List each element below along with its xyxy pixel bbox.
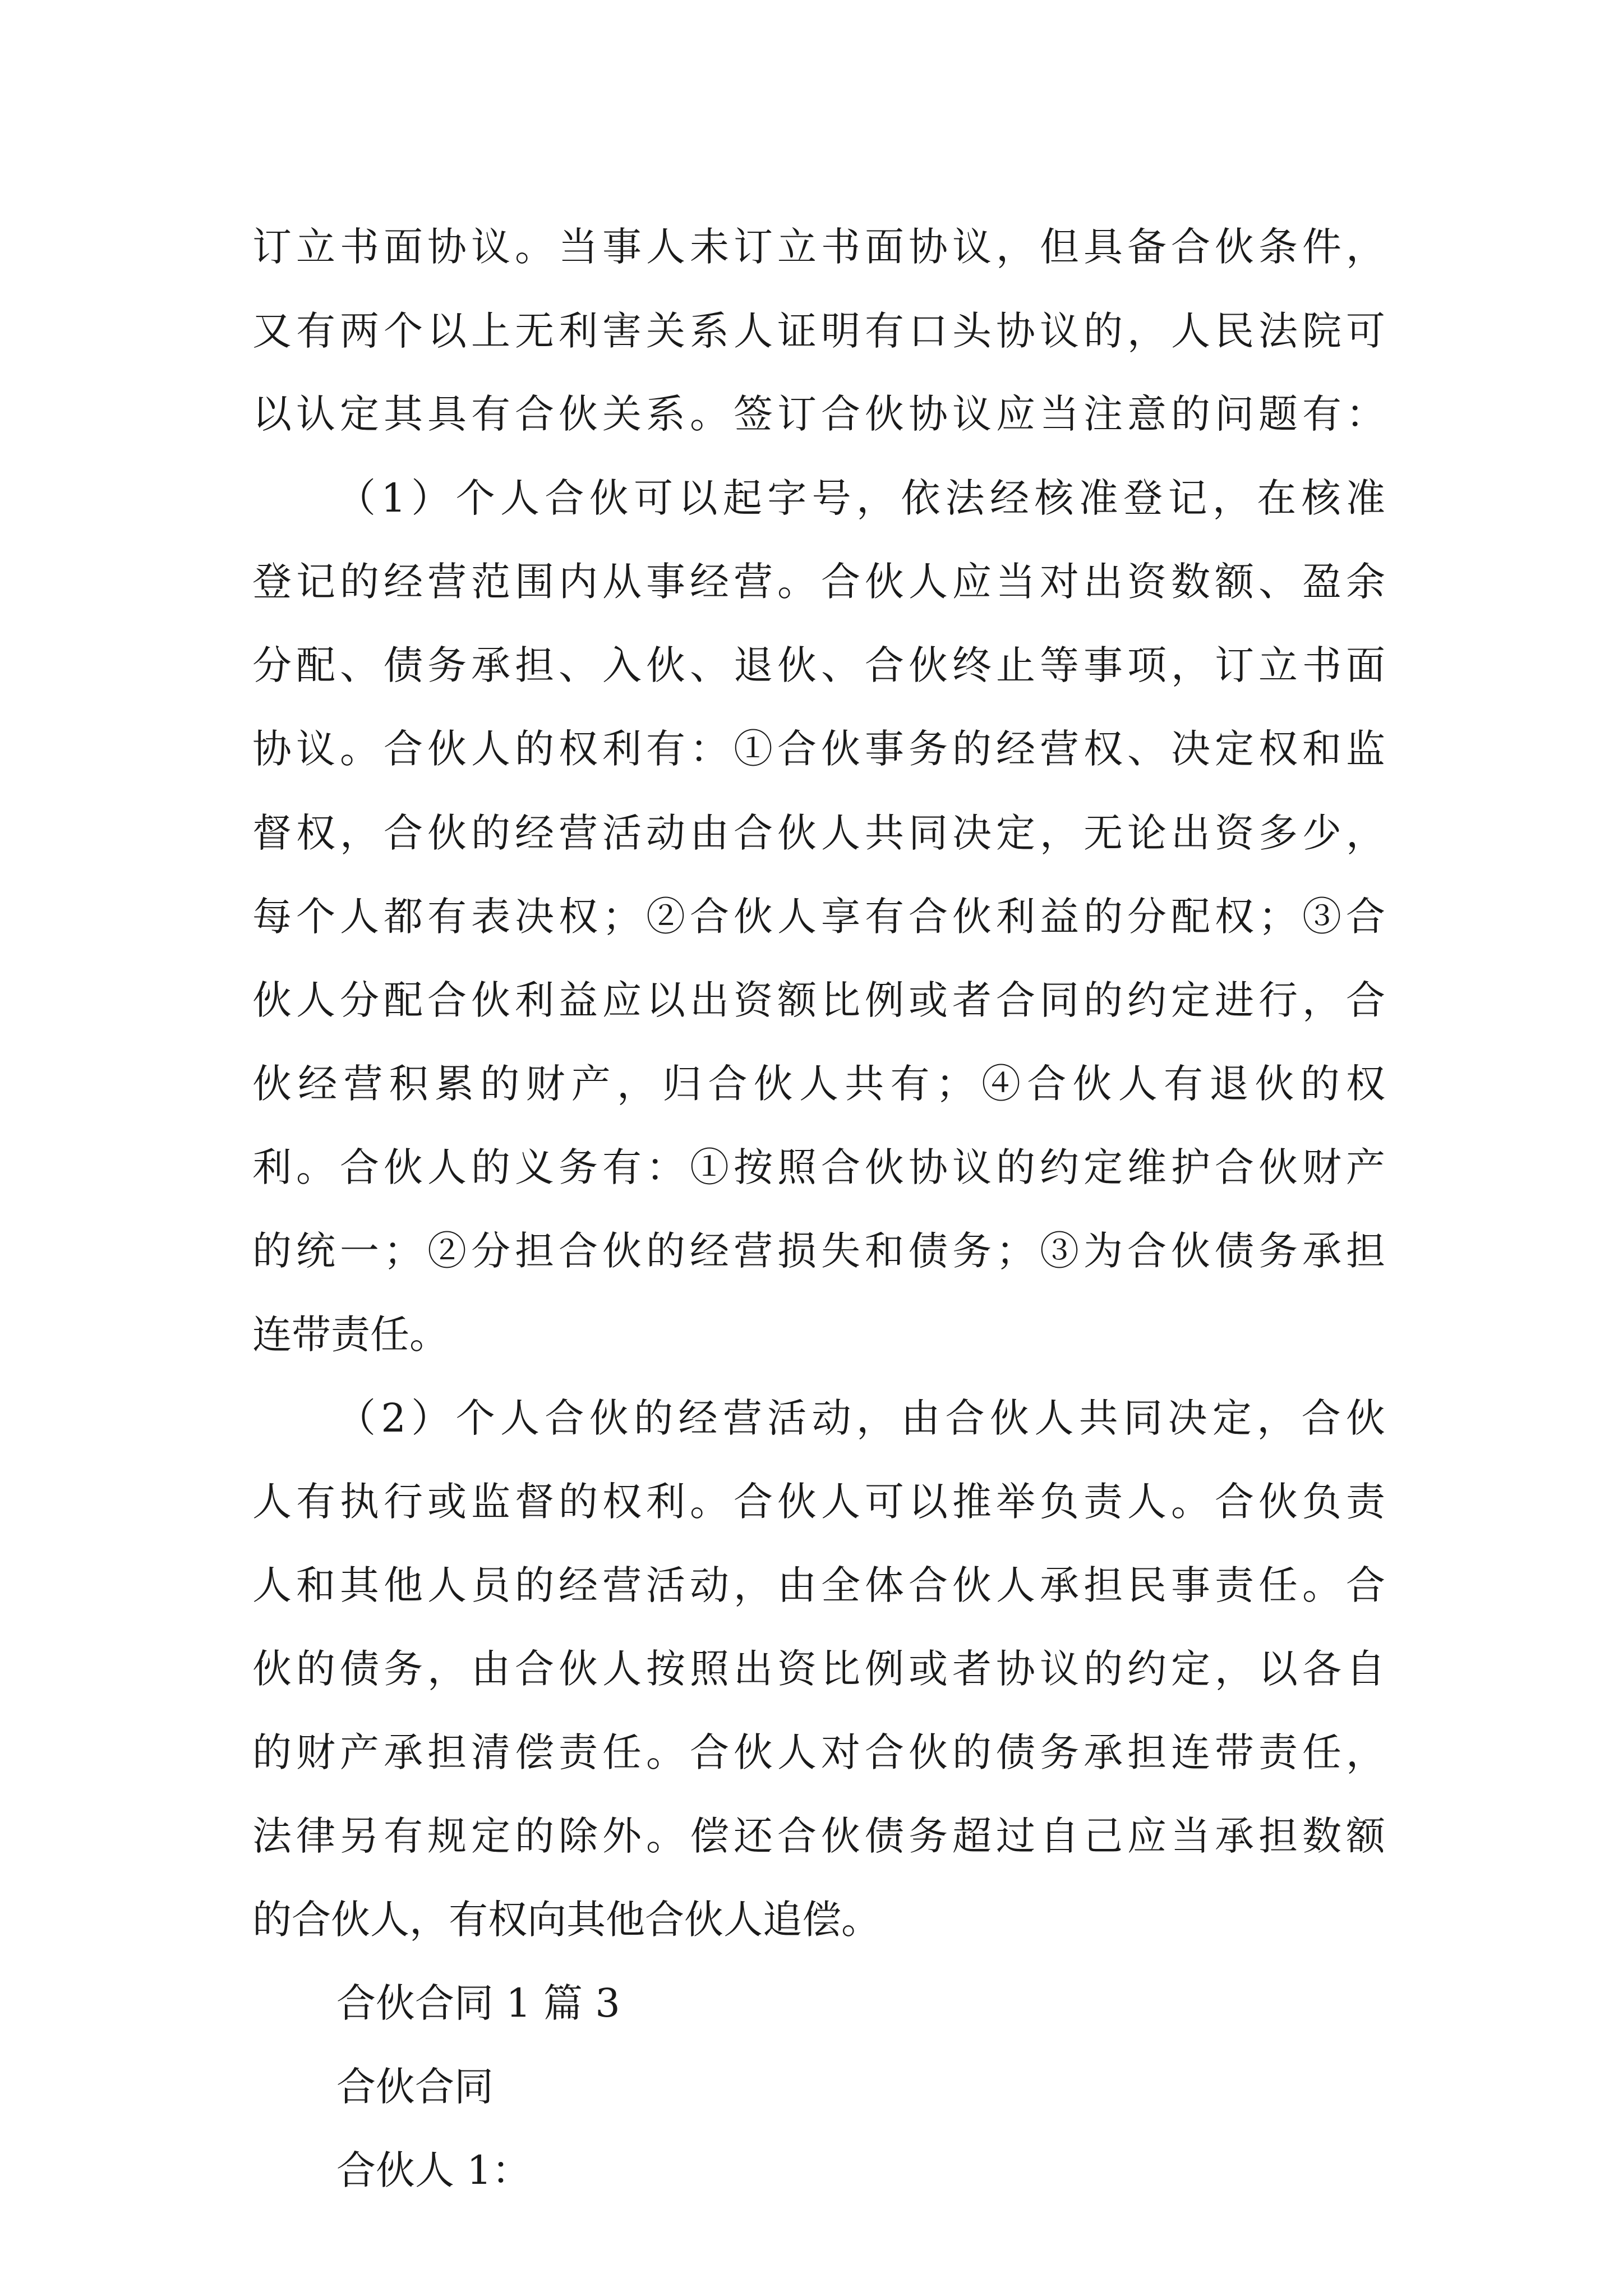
paragraph-line: 订立书面协议。当事人未订立书面协议，但具备合伙条件， bbox=[252, 224, 1385, 270]
paragraph-line: （2）个人合伙的经营活动，由合伙人共同决定，合伙 bbox=[336, 1395, 1385, 1441]
paragraph-line: （1）个人合伙可以起字号，依法经核准登记，在核准 bbox=[336, 475, 1385, 521]
paragraph-line: 督权，合伙的经营活动由合伙人共同决定，无论出资多少， bbox=[252, 810, 1385, 856]
section-heading: 合伙合同 1 篇 3 bbox=[336, 1980, 620, 2026]
paragraph-line: 伙经营积累的财产，归合伙人共有；④合伙人有退伙的权 bbox=[252, 1061, 1385, 1107]
paragraph-line: 以认定其具有合伙关系。签订合伙协议应当注意的问题有： bbox=[252, 391, 1385, 437]
contract-title: 合伙合同 bbox=[336, 2064, 494, 2110]
paragraph-line: 登记的经营范围内从事经营。合伙人应当对出资数额、盈余 bbox=[252, 559, 1385, 605]
paragraph-line: 的合伙人，有权向其他合伙人追偿。 bbox=[252, 1897, 880, 1943]
paragraph-line: 分配、债务承担、入伙、退伙、合伙终止等事项，订立书面 bbox=[252, 642, 1385, 688]
paragraph-line: 利。合伙人的义务有：①按照合伙协议的约定维护合伙财产 bbox=[252, 1144, 1385, 1190]
partner-label: 合伙人 1： bbox=[336, 2147, 531, 2193]
paragraph-line: 人和其他人员的经营活动，由全体合伙人承担民事责任。合 bbox=[252, 1562, 1385, 1608]
paragraph-line: 法律另有规定的除外。偿还合伙债务超过自己应当承担数额 bbox=[252, 1813, 1385, 1859]
paragraph-line: 的统一；②分担合伙的经营损失和债务；③为合伙债务承担 bbox=[252, 1228, 1385, 1274]
paragraph-line: 每个人都有表决权；②合伙人享有合伙利益的分配权；③合 bbox=[252, 894, 1385, 940]
paragraph-line: 又有两个以上无利害关系人证明有口头协议的，人民法院可 bbox=[252, 308, 1385, 354]
paragraph-line: 伙的债务，由合伙人按照出资比例或者协议的约定，以各自 bbox=[252, 1646, 1385, 1692]
paragraph-line: 伙人分配合伙利益应以出资额比例或者合同的约定进行，合 bbox=[252, 977, 1385, 1023]
paragraph-line: 的财产承担清偿责任。合伙人对合伙的债务承担连带责任， bbox=[252, 1729, 1385, 1775]
paragraph-line: 人有执行或监督的权利。合伙人可以推举负责人。合伙负责 bbox=[252, 1479, 1385, 1525]
paragraph-line: 协议。合伙人的权利有：①合伙事务的经营权、决定权和监 bbox=[252, 726, 1385, 772]
paragraph-line: 连带责任。 bbox=[252, 1312, 449, 1358]
